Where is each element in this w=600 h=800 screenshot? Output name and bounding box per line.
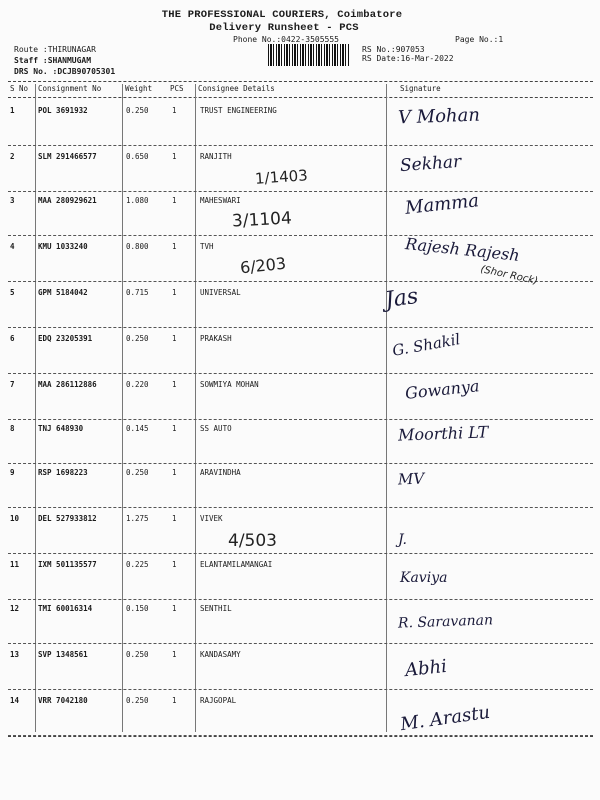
cell-consignee: KANDASAMY [200,650,241,659]
col-signature: Signature [400,84,441,93]
cell-signature: R. Saravanan [397,612,494,632]
header-rule [8,81,593,82]
cell-sno: 8 [10,424,15,433]
cell-pcs: 1 [172,380,177,389]
drs-label: DRS No. : [14,67,58,76]
header-bottom-rule [8,97,593,98]
cell-weight: 0.145 [126,424,149,433]
table-row [0,508,600,554]
col-pcs: PCS [170,84,184,93]
cell-pcs: 1 [172,468,177,477]
footer-rule [8,736,593,737]
cell-signature: G. Shakil [390,330,462,360]
cell-consignee: ELANTAMILAMANGAI [200,560,273,569]
col-consignment: Consignment No [38,84,102,93]
cell-consignment: DEL 527933812 [38,514,97,523]
cell-consignment: RSP 1698223 [38,468,88,477]
cell-signature: M. Arastu [398,701,492,736]
cell-sno: 14 [10,696,20,705]
col-sno: S No [10,84,29,93]
cell-consignee: SENTHIL [200,604,232,613]
table-row [0,190,600,236]
cell-pcs: 1 [172,514,177,523]
cell-consignment: TMI 60016314 [38,604,93,613]
handwritten-note: 6/203 [239,253,287,278]
cell-consignee: ARAVINDHA [200,468,241,477]
rs-number: RS No.:907053 [362,45,425,54]
cell-consignment: EDQ 23205391 [38,334,93,343]
table-row [0,328,600,374]
table-row [0,598,600,644]
cell-signature: Sekhar [399,151,462,177]
table-row [0,282,600,328]
col-weight: Weight [125,84,153,93]
table-row [0,374,600,420]
table-row [0,418,600,464]
cell-signature: Kaviya [400,570,448,586]
table-row [0,462,600,508]
cell-weight: 1.275 [126,514,149,523]
cell-signature: J. [398,532,407,548]
cell-signature: Jas [383,283,420,314]
cell-pcs: 1 [172,560,177,569]
cell-consignment: KMU 1033240 [38,242,88,251]
cell-weight: 0.250 [126,334,149,343]
cell-weight: 0.150 [126,604,149,613]
cell-sno: 5 [10,288,15,297]
cell-sno: 11 [10,560,20,569]
cell-weight: 0.250 [126,696,149,705]
cell-sno: 4 [10,242,15,251]
handwritten-note: 4/503 [228,531,277,551]
cell-consignment: VRR 7042180 [38,696,88,705]
cell-sno: 7 [10,380,15,389]
table-row [0,690,600,736]
table-row [0,554,600,600]
cell-signature: Rajesh Rajesh [404,234,521,265]
barcode [268,44,350,66]
route-line [14,45,96,54]
staff-line [14,56,91,65]
cell-sno: 10 [10,514,20,523]
cell-pcs: 1 [172,650,177,659]
cell-sno: 6 [10,334,15,343]
cell-pcs: 1 [172,152,177,161]
cell-weight: 0.800 [126,242,149,251]
table-header [0,84,600,98]
cell-weight: 0.250 [126,468,149,477]
cell-consignee: SOWMIYA MOHAN [200,380,259,389]
table-row [0,100,600,146]
handwritten-note: 1/1403 [254,166,309,188]
cell-consignment: SLM 291466577 [38,152,97,161]
cell-weight: 0.250 [126,650,149,659]
rs-date: RS Date:16-Mar-2022 [362,54,454,63]
cell-pcs: 1 [172,242,177,251]
drs-value: DCJB90705301 [57,67,116,76]
staff-label: Staff : [14,56,48,65]
cell-signature: Moorthi LT [397,422,489,445]
cell-pcs: 1 [172,696,177,705]
cell-consignment: POL 3691932 [38,106,88,115]
cell-weight: 1.080 [126,196,149,205]
cell-pcs: 1 [172,334,177,343]
route-label: Route : [14,45,48,54]
cell-consignee: SS AUTO [200,424,232,433]
cell-consignment: GPM 5184042 [38,288,88,297]
drs-line [14,67,115,76]
page-number: Page No.:1 [455,35,504,44]
cell-consignee: RAJGOPAL [200,696,237,705]
cell-consignment: TNJ 648930 [38,424,84,433]
cell-consignment: IXM 501135577 [38,560,97,569]
cell-pcs: 1 [172,106,177,115]
cell-consignee: RANJITH [200,152,232,161]
cell-sno: 12 [10,604,20,613]
cell-weight: 0.650 [126,152,149,161]
phone-number: Phone No.:0422-3505555 [233,35,339,44]
cell-consignee: UNIVERSAL [200,288,241,297]
cell-sno: 9 [10,468,15,477]
cell-consignment: MAA 286112886 [38,380,97,389]
cell-sno: 2 [10,152,15,161]
cell-consignee: VIVEK [200,514,223,523]
cell-pcs: 1 [172,196,177,205]
cell-weight: 0.715 [126,288,149,297]
runsheet-title: Delivery Runsheet - PCS [209,22,359,34]
cell-sno: 13 [10,650,20,659]
cell-consignee: TRUST ENGINEERING [200,106,277,115]
cell-pcs: 1 [172,604,177,613]
cell-signature: Mamma [404,190,480,219]
cell-consignee: MAHESWARI [200,196,241,205]
cell-consignee: PRAKASH [200,334,232,343]
handwritten-note: 3/1104 [231,208,293,232]
cell-weight: 0.220 [126,380,149,389]
cell-signature: MV [397,469,425,489]
staff-value: SHANMUGAM [47,56,92,65]
cell-weight: 0.225 [126,560,149,569]
cell-signature: Abhi [404,655,448,682]
cell-pcs: 1 [172,424,177,433]
cell-signature: V Mohan [397,104,481,129]
cell-weight: 0.250 [126,106,149,115]
route-value: THIRUNAGAR [47,45,96,54]
cell-consignee: TVH [200,242,214,251]
cell-sno: 1 [10,106,15,115]
handwritten-note: (Shor Rock) [479,264,539,287]
table-row [0,644,600,690]
cell-consignment: MAA 280929621 [38,196,97,205]
cell-pcs: 1 [172,288,177,297]
col-consignee: Consignee Details [198,84,275,93]
cell-consignment: SVP 1348561 [38,650,88,659]
company-title: THE PROFESSIONAL COURIERS, Coimbatore [161,9,403,21]
cell-signature: Gowanya [404,376,481,403]
cell-sno: 3 [10,196,15,205]
